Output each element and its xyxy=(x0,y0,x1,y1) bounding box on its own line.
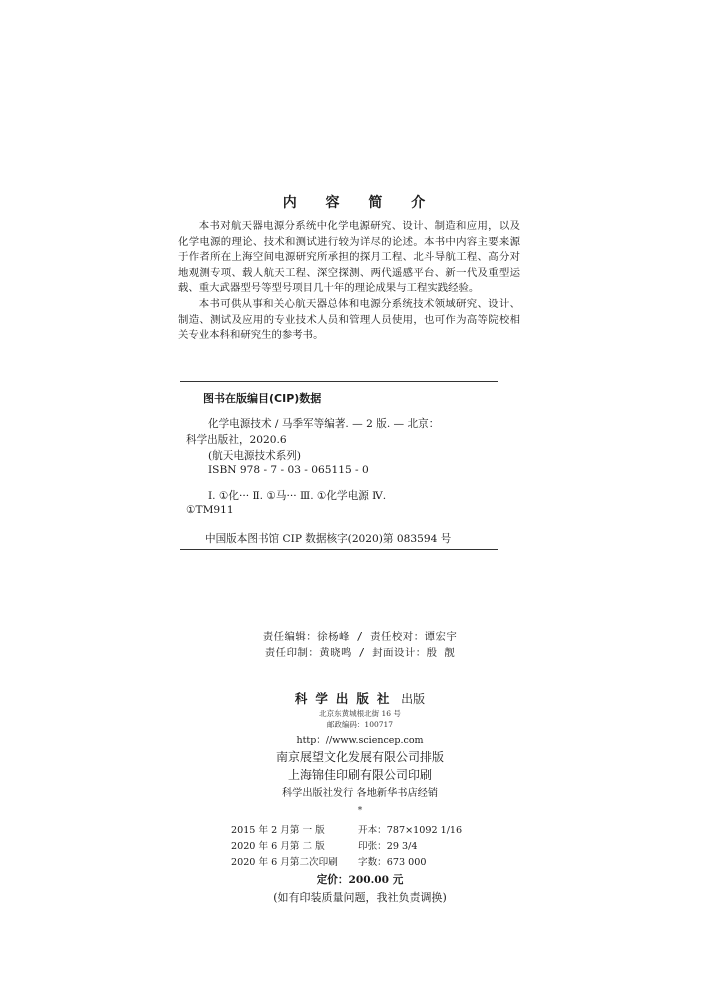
cip-heading: 图书在版编目(CIP)数据 xyxy=(203,392,322,405)
quality-notice: (如有印装质量问题，我社负责调换) xyxy=(273,891,447,904)
edition-row xyxy=(231,823,462,839)
printer-line: 上海锦佳印刷有限公司印刷 xyxy=(287,768,432,782)
publisher-url: http：//www.sciencep.com xyxy=(296,735,424,746)
typesetter-line: 南京展望文化发展有限公司排版 xyxy=(275,750,444,764)
edition-date: 2020 年 6 月第 二 版 xyxy=(231,841,325,852)
publisher-suffix: 出版 xyxy=(401,692,426,706)
cip-bottom-rule xyxy=(180,549,498,550)
staff-editors-line: 责任编辑：徐杨峰 / 责任校对：谭宏宇 xyxy=(262,631,458,643)
edition-info xyxy=(231,823,462,871)
publisher-line xyxy=(0,689,720,707)
edition-row xyxy=(231,855,462,871)
distributor-line: 科学出版社发行 各地新华书店经销 xyxy=(281,788,439,799)
cip-title-line: 化学电源技术 / 马季军等编著. — 2 版. — 北京： xyxy=(208,418,440,430)
cip-publisher-line: 科学出版社，2020.6 xyxy=(186,434,287,446)
publisher-address: 北京东黄城根北街 16 号 xyxy=(319,709,401,718)
edition-date: 2020 年 6 月第二次印刷 xyxy=(231,857,338,868)
edition-date: 2015 年 2 月第 一 版 xyxy=(231,825,325,836)
publisher-logo: 科学出版社 xyxy=(294,691,398,706)
intro-title: 内 容 简 介 xyxy=(282,195,438,211)
section-divider: * xyxy=(357,806,363,816)
cip-classification-code: ①TM911 xyxy=(186,504,234,516)
price: 定价：200.00 元 xyxy=(316,874,404,886)
edition-spec: 开本：787×1092 1/16 xyxy=(358,825,463,836)
cip-isbn-line: ISBN 978 - 7 - 03 - 065115 - 0 xyxy=(208,464,369,476)
intro-paragraph-1: 本书对航天器电源分系统中化学电源研究、设计、制造和应用，以及化学电源的理论、技术和测试进行较为详尽的论述。本书中内容主要来源于作者所在上海空间电源研究所承担的探月工程、北斗导航工程、高分对地观测专项、载人航天工程、深空探测、两代遥感平台、新一代及重型运载、重大武器型号等型号项目几十年的理论成果与工程实践经验。 xyxy=(178,220,520,295)
staff-production-line: 责任印制：黄晓鸣 / 封面设计：殷 靓 xyxy=(264,647,456,659)
cip-series-line: (航天电源技术系列) xyxy=(208,450,302,462)
edition-spec: 字数：673 000 xyxy=(358,857,427,868)
cip-record-number: 中国版本图书馆 CIP 数据核字(2020)第 083594 号 xyxy=(205,533,452,545)
cip-classification-line: Ⅰ. ①化··· Ⅱ. ①马··· Ⅲ. ①化学电源 Ⅳ. xyxy=(208,490,387,502)
cip-top-rule xyxy=(180,381,498,382)
edition-spec: 印张：29 3/4 xyxy=(358,841,418,852)
intro-paragraph-2: 本书可供从事和关心航天器总体和电源分系统技术领域研究、设计、制造、测试及应用的专业技术人员和管理人员使用，也可作为高等院校相关专业本科和研究生的参考书。 xyxy=(178,297,520,342)
edition-row xyxy=(231,839,462,855)
intro-body xyxy=(178,219,520,344)
publisher-postcode: 邮政编码：100717 xyxy=(326,720,394,729)
